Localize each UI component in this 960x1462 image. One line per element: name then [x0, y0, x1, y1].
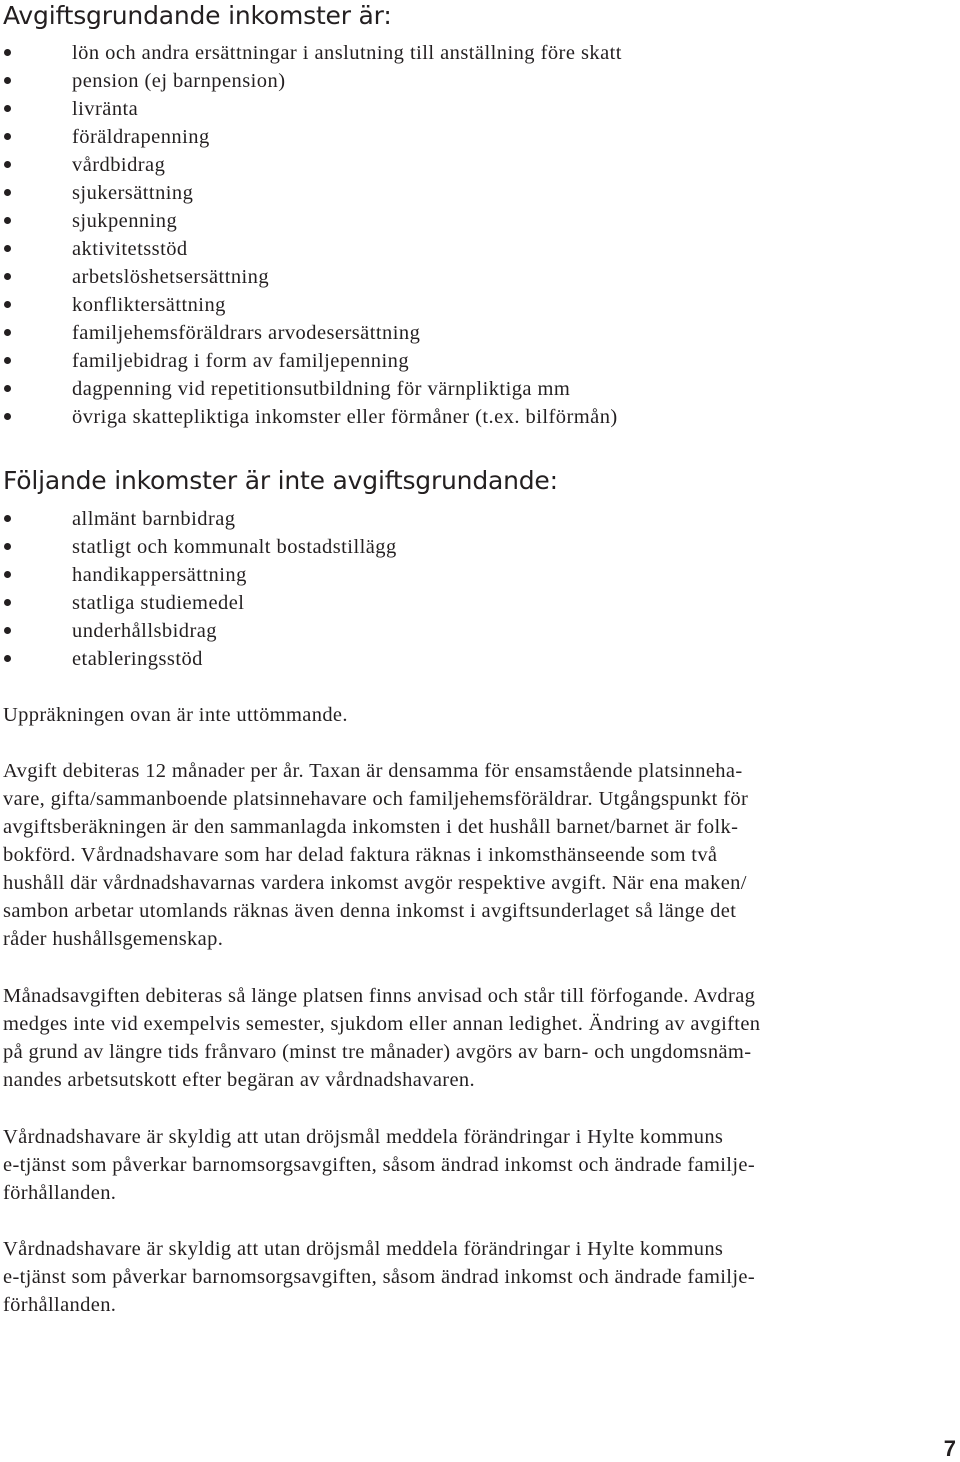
section-heading-non-fee-based-income: Följande inkomster är inte avgiftsgrundande:: [3, 466, 558, 495]
list-item: [0, 561, 397, 589]
list-item: [0, 617, 397, 645]
paragraph-line: Uppräkningen ovan är inte uttömmande.: [3, 704, 348, 726]
list-item-text: arbetslöshetsersättning: [72, 266, 270, 288]
list-item: [0, 375, 622, 403]
non-fee-based-income-list: [0, 505, 397, 673]
list-item-text: livränta: [72, 98, 139, 120]
list-item-text: allmänt barnbidrag: [72, 508, 236, 530]
bullet-icon: [4, 133, 11, 140]
list-item-text: föräldrapenning: [72, 126, 210, 148]
bullet-icon: [4, 543, 11, 550]
list-item-text: vårdbidrag: [72, 154, 166, 176]
bullet-icon: [4, 329, 11, 336]
bullet-icon: [4, 571, 11, 578]
list-item-text: etableringsstöd: [72, 648, 203, 670]
paragraph-guardian-duty-repeat: [3, 1235, 755, 1319]
bullet-icon: [4, 357, 11, 364]
list-item: [0, 589, 397, 617]
bullet-icon: [4, 301, 11, 308]
list-item-text: sjukpenning: [72, 210, 178, 232]
list-item: [0, 533, 397, 561]
paragraph-line: e-tjänst som påverkar barnomsorgsavgiften, såsom ändrad inkomst och ändrade familje-: [3, 1154, 756, 1176]
bullet-icon: [4, 49, 11, 56]
fee-based-income-list: [0, 39, 622, 431]
list-item: [0, 319, 622, 347]
bullet-icon: [4, 217, 11, 224]
list-item: [0, 95, 622, 123]
list-item-text: aktivitetsstöd: [72, 238, 188, 260]
list-item-text: statligt och kommunalt bostadstillägg: [72, 536, 397, 558]
paragraph-line: på grund av längre tids frånvaro (minst tre månader) avgörs av barn- och ungdomsnäm-: [3, 1041, 752, 1063]
section-heading-fee-based-income: Avgiftsgrundande inkomster är:: [3, 1, 392, 30]
list-item: [0, 67, 622, 95]
list-item: [0, 505, 397, 533]
page-number: 7: [943, 1436, 956, 1461]
paragraph-line: nandes arbetsutskott efter begäran av vårdnadshavaren.: [3, 1069, 475, 1091]
paragraph-line: e-tjänst som påverkar barnomsorgsavgiften, såsom ändrad inkomst och ändrade familje-: [3, 1266, 756, 1288]
paragraph-fee-billing: [3, 757, 748, 953]
paragraph-line: Vårdnadshavare är skyldig att utan dröjsmål meddela förändringar i Hylte kommuns: [3, 1238, 724, 1260]
paragraph-line: förhållanden.: [3, 1294, 117, 1316]
list-item: [0, 291, 622, 319]
list-item: [0, 207, 622, 235]
list-item: [0, 235, 622, 263]
paragraph-line: Månadsavgiften debiteras så länge platsen finns anvisad och står till förfogande. Avdrag: [3, 985, 756, 1007]
paragraph-line: medges inte vid exempelvis semester, sjukdom eller annan ledighet. Ändring av avgiften: [3, 1013, 761, 1035]
list-item: [0, 39, 622, 67]
list-item: [0, 179, 622, 207]
paragraph-line: hushåll där vårdnadshavarnas vardera inkomst avgör respektive avgift. När ena maken/: [3, 872, 747, 894]
list-item-text: dagpenning vid repetitionsutbildning för värnpliktiga mm: [72, 378, 571, 400]
list-item-text: underhållsbidrag: [72, 620, 217, 642]
bullet-icon: [4, 161, 11, 168]
list-item-text: övriga skattepliktiga inkomster eller förmåner (t.ex. bilförmån): [72, 406, 618, 428]
paragraph-line: Avgift debiteras 12 månader per år. Taxan är densamma för ensamstående platsinneha-: [3, 760, 743, 782]
list-item-text: lön och andra ersättningar i anslutning till anställning före skatt: [72, 42, 622, 64]
bullet-icon: [4, 515, 11, 522]
paragraph-guardian-duty: [3, 1123, 755, 1207]
paragraph-monthly-fee: [3, 982, 760, 1094]
bullet-icon: [4, 245, 11, 252]
list-item: [0, 263, 622, 291]
paragraph-not-exhaustive: [3, 701, 348, 729]
bullet-icon: [4, 655, 11, 662]
list-item-text: pension (ej barnpension): [72, 70, 286, 92]
paragraph-line: avgiftsberäkningen är den sammanlagda inkomsten i det hushåll barnet/barnet är folk-: [3, 816, 739, 838]
paragraph-line: förhållanden.: [3, 1182, 117, 1204]
paragraph-line: vare, gifta/sammanboende platsinnehavare och familjehemsföräldrar. Utgångspunkt för: [3, 788, 749, 810]
list-item: [0, 151, 622, 179]
paragraph-line: bokförd. Vårdnadshavare som har delad faktura räknas i inkomsthänseende som två: [3, 844, 718, 866]
list-item-text: statliga studiemedel: [72, 592, 245, 614]
bullet-icon: [4, 599, 11, 606]
paragraph-line: Vårdnadshavare är skyldig att utan dröjsmål meddela förändringar i Hylte kommuns: [3, 1126, 724, 1148]
list-item-text: konfliktersättning: [72, 294, 226, 316]
bullet-icon: [4, 189, 11, 196]
bullet-icon: [4, 273, 11, 280]
bullet-icon: [4, 77, 11, 84]
list-item-text: sjukersättning: [72, 182, 194, 204]
list-item-text: familjebidrag i form av familjepenning: [72, 350, 410, 372]
paragraph-line: råder hushållsgemenskap.: [3, 928, 224, 950]
list-item: [0, 347, 622, 375]
paragraph-line: sambon arbetar utomlands räknas även denna inkomst i avgiftsunderlaget så länge det: [3, 900, 737, 922]
bullet-icon: [4, 413, 11, 420]
bullet-icon: [4, 627, 11, 634]
list-item-text: familjehemsföräldrars arvodesersättning: [72, 322, 421, 344]
list-item: [0, 645, 397, 673]
list-item: [0, 403, 622, 431]
bullet-icon: [4, 105, 11, 112]
list-item-text: handikappersättning: [72, 564, 247, 586]
list-item: [0, 123, 622, 151]
bullet-icon: [4, 385, 11, 392]
